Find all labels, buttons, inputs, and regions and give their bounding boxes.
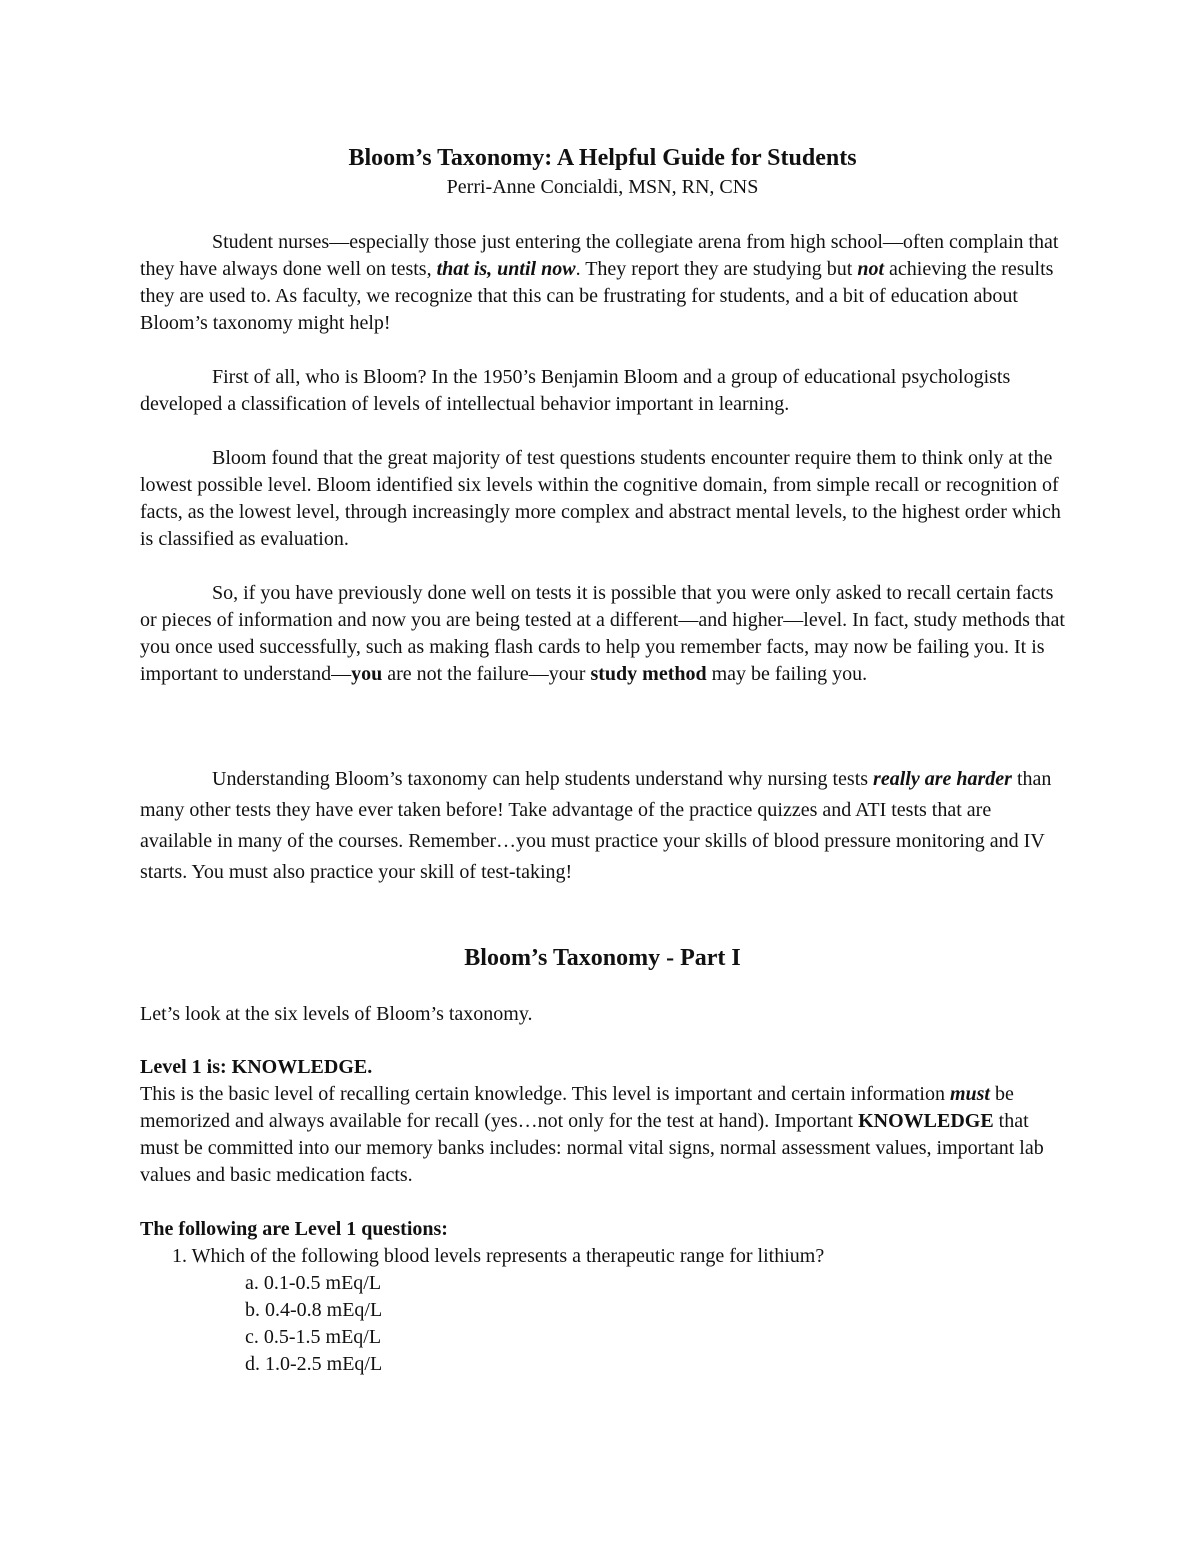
paragraph-bloom-findings: Bloom found that the great majority of test questions students encounter require them to think only at the lowest possible level. Bloom identified six levels within the cognitive domain, from simple recall or recognition of facts, as the lowest level, through increasingly more complex and abstract mental levels, to the highest order which is classified as evaluation. [140, 447, 1061, 550]
question-text: Which of the following blood levels represents a therapeutic range for lithium? [191, 1245, 825, 1267]
paragraph-understanding [140, 764, 1065, 888]
level-1-text-3: that must be committed into our memory banks includes: normal vital signs, normal assessment values, important lab values and basic medication facts. [140, 1110, 1044, 1186]
emphasis-really-are-harder: really are harder [873, 768, 1012, 790]
paragraph-understanding-text-1: Understanding Bloom’s taxonomy can help students understand why nursing tests [212, 768, 874, 790]
section-heading-part-1: Bloom’s Taxonomy - Part I [464, 945, 741, 971]
paragraph-study-methods-text-2: are not the failure—your [382, 663, 591, 685]
level-1-text-1: This is the basic level of recalling certain knowledge. This level is important and certain information [140, 1083, 950, 1105]
level-1-heading: Level 1 is: KNOWLEDGE. [140, 1056, 373, 1078]
paragraph-who-is-bloom: First of all, who is Bloom? In the 1950’s Benjamin Bloom and a group of educational psychologists developed a classification of levels of intellectual behavior important in learning. [140, 366, 1011, 415]
bold-knowledge: KNOWLEDGE [858, 1110, 994, 1132]
paragraph-intro-text-3: achieving the results they are used to. As faculty, we recognize that this can be frustrating for students, and a bit of education about Bloom’s taxonomy might help! [140, 258, 1054, 334]
emphasis-must: must [949, 1083, 990, 1105]
paragraph-study-methods [140, 580, 1065, 688]
part-1-intro: Let’s look at the six levels of Bloom’s taxonomy. [140, 1003, 533, 1025]
bold-you: you [351, 663, 383, 685]
question-number: 1. [172, 1245, 187, 1267]
document-title: Bloom’s Taxonomy: A Helpful Guide for Students [348, 145, 857, 171]
paragraph-understanding-text-2: than many other tests they have ever taken before! Take advantage of the practice quizzes and ATI tests that are available in many of the courses. Remember…you must practice your skills of blood pressure monitoring and IV starts. You must also practice your skill of test-taking! [140, 768, 1052, 883]
level-1-text-2: be memorized and always available for recall (yes…not only for the test at hand). Important [140, 1083, 1014, 1132]
answer-option-b: b. 0.4-0.8 mEq/L [245, 1299, 383, 1321]
answer-option-d: d. 1.0-2.5 mEq/L [245, 1353, 383, 1375]
question-list-item [172, 1243, 1062, 1270]
questions-heading: The following are Level 1 questions: [140, 1218, 448, 1240]
paragraph-study-methods-text-3: may be failing you. [706, 663, 868, 685]
level-1-description [140, 1081, 1065, 1189]
answer-options [245, 1270, 645, 1378]
paragraph-intro [140, 229, 1065, 337]
paragraph-intro-text-2: . They report they are studying but [575, 258, 858, 280]
paragraph-study-methods-text-1: So, if you have previously done well on tests it is possible that you were only asked to recall certain facts or pieces of information and now you are being tested at a different—and higher—level. In fact, study methods that you once used successfully, such as making flash cards to help you remember facts, may now be failing you. It is important to understand— [140, 582, 1065, 685]
answer-option-c: c. 0.5-1.5 mEq/L [245, 1326, 382, 1348]
paragraph-intro-text-1: Student nurses—especially those just entering the collegiate arena from high school—often complain that they have always done well on tests, [140, 231, 1059, 280]
answer-option-a: a. 0.1-0.5 mEq/L [245, 1272, 382, 1294]
emphasis-until-now: that is, until now [436, 258, 576, 280]
emphasis-not: not [857, 258, 885, 280]
bold-study-method: study method [590, 663, 707, 685]
document-author: Perri-Anne Concialdi, MSN, RN, CNS [446, 176, 759, 198]
